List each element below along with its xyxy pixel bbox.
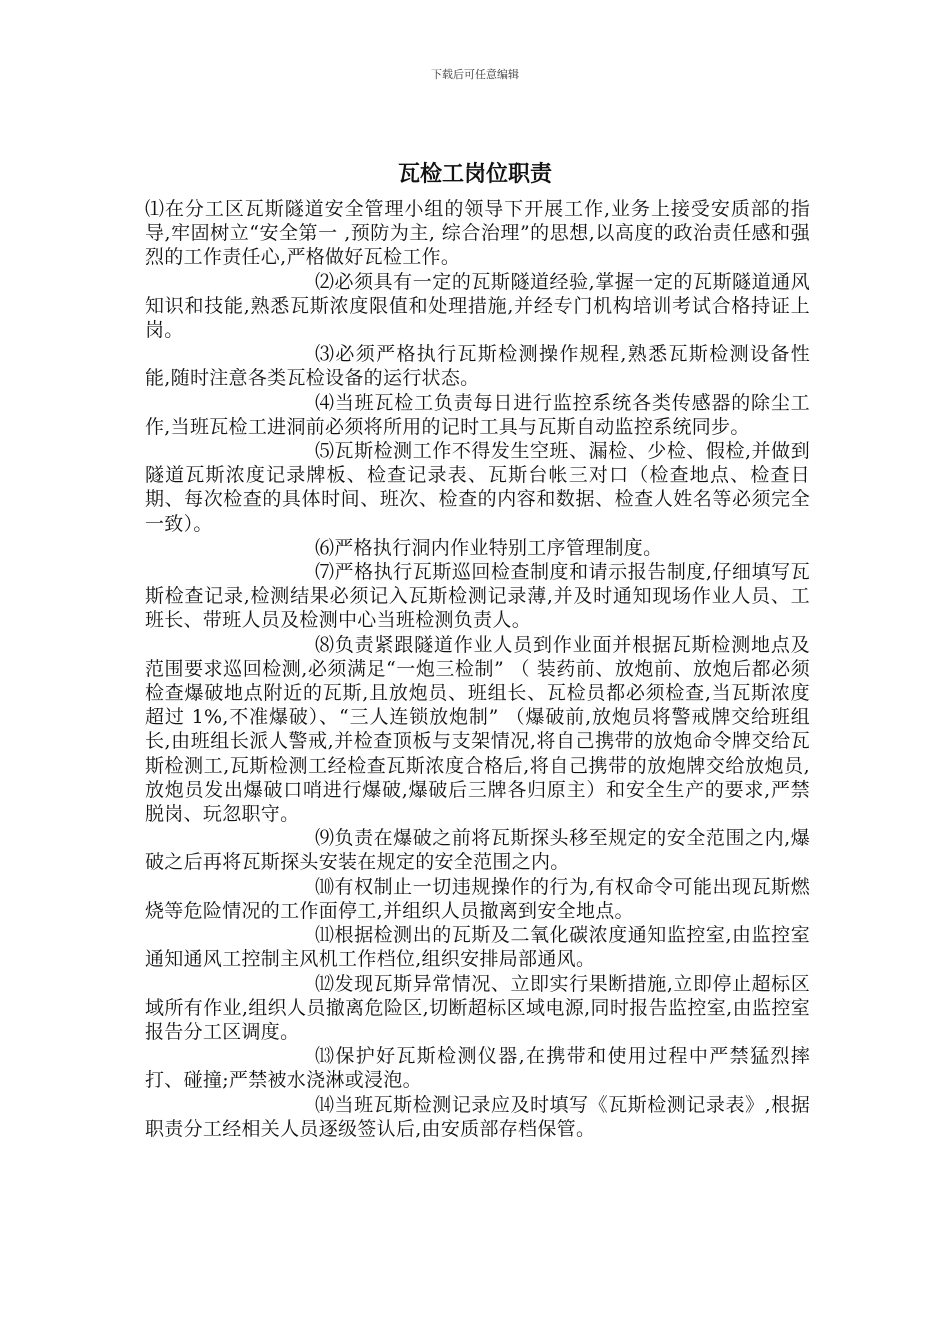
duty-paragraph-9: ⑼负责在爆破之前将瓦斯探头移至规定的安全范围之内,爆破之后再将瓦斯探头安装在规定的安全范围之内。	[145, 827, 810, 874]
duty-paragraph-8: ⑻负责紧跟隧道作业人员到作业面并根据瓦斯检测地点及范围要求巡回检测,必须满足“一炮三检制” （ 装药前、放炮前、放炮后都必须检查爆破地点附近的瓦斯,且放炮员、班组长、瓦检员都必须检查,当瓦斯浓度超过 1%,不准爆破）、“三人连锁放炮制” （爆破前,放炮员将警戒牌交给班组长,由班组长派人警戒,并检查顶板与支架情况,将自己携带的放炮命令牌交给瓦斯检测工,瓦斯检测工经检查瓦斯浓度合格后,将自己携带的放炮牌交给放炮员,放炮员发出爆破口哨进行爆破,爆破后三牌各归原主）和安全生产的要求,严禁脱岗、玩忽职守。	[145, 633, 810, 826]
duty-paragraph-7: ⑺严格执行瓦斯巡回检查制度和请示报告制度,仔细填写瓦斯检查记录,检测结果必须记入瓦斯检测记录薄,并及时通知现场作业人员、工班长、带班人员及检测中心当班检测负责人。	[145, 561, 810, 632]
duty-paragraph-13: ⒀保护好瓦斯检测仪器,在携带和使用过程中严禁猛烈摔打、碰撞;严禁被水浇淋或浸泡。	[145, 1045, 810, 1092]
duty-paragraph-4: ⑷当班瓦检工负责每日进行监控系统各类传感器的除尘工作,当班瓦检工进洞前必须将所用的记时工具与瓦斯自动监控系统同步。	[145, 391, 810, 438]
duty-paragraph-11: ⑾根据检测出的瓦斯及二氧化碳浓度通知监控室,由监控室通知通风工控制主风机工作档位,组织安排局部通风。	[145, 924, 810, 971]
duty-paragraph-1: ⑴在分工区瓦斯隧道安全管理小组的领导下开展工作,业务上接受安质部的指导,牢固树立“安全第一 ,预防为主, 综合治理”的思想,以高度的政治责任感和强烈的工作责任心,严格做好瓦检工作。	[145, 198, 810, 269]
duty-paragraph-6: ⑹严格执行洞内作业特别工序管理制度。	[315, 536, 663, 559]
page-title: 瓦检工岗位职责	[397, 161, 552, 187]
duty-paragraph-12: ⑿发现瓦斯异常情况、立即实行果断措施,立即停止超标区域所有作业,组织人员撤离危险区,切断超标区域电源,同时报告监控室,由监控室报告分工区调度。	[145, 972, 810, 1043]
duty-paragraph-14: ⒁当班瓦斯检测记录应及时填写《瓦斯检测记录表》,根据职责分工经相关人员逐级签认后,由安质部存档保管。	[145, 1093, 810, 1140]
duty-paragraph-5: ⑸瓦斯检测工作不得发生空班、漏检、少检、假检,并做到隧道瓦斯浓度记录牌板、检查记录表、瓦斯台帐三对口（检查地点、检查日期、每次检查的具体时间、班次、检查的内容和数据、检查人姓名等必须完全一致）。	[145, 440, 810, 535]
duty-paragraph-3: ⑶必须严格执行瓦斯检测操作规程,熟悉瓦斯检测设备性能,随时注意各类瓦检设备的运行状态。	[145, 343, 810, 390]
document-body	[145, 197, 810, 1141]
header-note: 下载后可任意编辑	[431, 68, 519, 81]
duty-paragraph-10: ⑽有权制止一切违规操作的行为,有权命令可能出现瓦斯燃烧等危险情况的工作面停工,并组织人员撤离到安全地点。	[145, 875, 810, 922]
duty-paragraph-2: ⑵必须具有一定的瓦斯隧道经验,掌握一定的瓦斯隧道通风知识和技能,熟悉瓦斯浓度限值和处理措施,并经专门机构培训考试合格持证上岗。	[145, 270, 810, 342]
